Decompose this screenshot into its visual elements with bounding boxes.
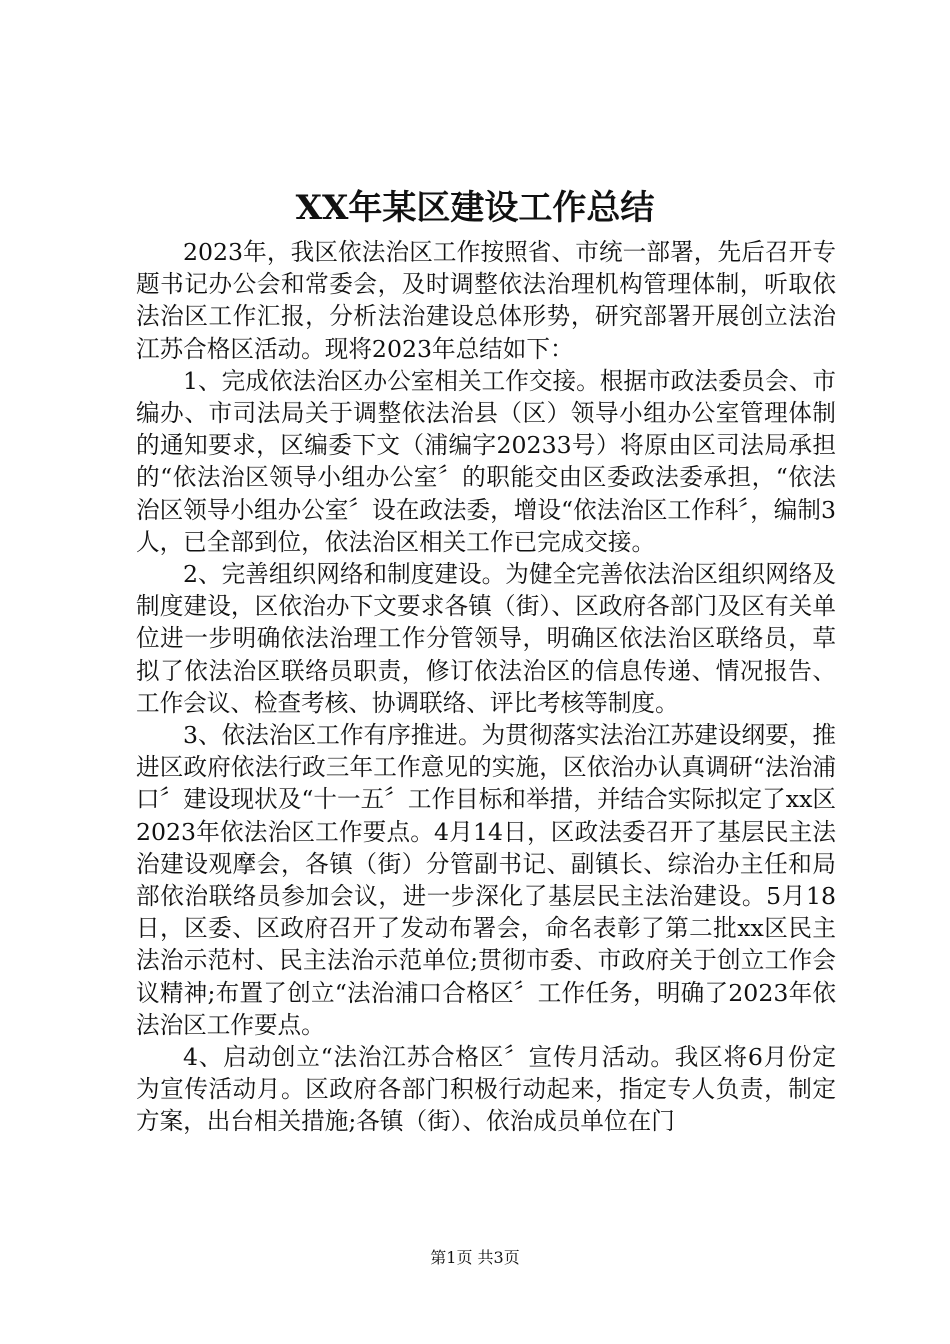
page-footer: 第1页 共3页 <box>430 1248 520 1267</box>
document-title: XX年某区建设工作总结 <box>295 188 655 228</box>
paragraph-item-3: 3、依法治区工作有序推进。为贯彻落实法治江苏建设纲要，推进区政府依法行政三年工作意见的实施，区依治办认真调研“法治浦口〞建设现状及“十一五〞工作目标和举措，并结合实际拟定了xx区2023年依法治区工作要点。4月14日，区政法委召开了基层民主法治建设观摩会，各镇（街）分管副书记、副镇长、综治办主任和局部依治联络员参加会议，进一步深化了基层民主法治建设。5月18日，区委、区政府召开了发动布署会，命名表彰了第二批xx区民主法治示范村、民主法治示范单位;贯彻市委、市政府关于创立工作会议精神;布置了创立“法治浦口合格区〞工作任务，明确了2023年依法治区工作要点。 <box>136 721 836 1039</box>
paragraph-item-1: 1、完成依法治区办公室相关工作交接。根据市政法委员会、市编办、市司法局关于调整依法治县（区）领导小组办公室管理体制的通知要求，区编委下文（浦编字20233号）将原由区司法局承担的“依法治区领导小组办公室〞的职能交由区委政法委承担，“依法治区领导小组办公室〞设在政法委，增设“依法治区工作科〞，编制3人，已全部到位，依法治区相关工作已完成交接。 <box>136 366 836 556</box>
paragraph-item-2: 2、完善组织网络和制度建设。为健全完善依法治区组织网络及制度建设，区依治办下文要求各镇（街）、区政府各部门及区有关单位进一步明确依法治理工作分管领导，明确区依法治区联络员，草拟了依法治区联络员职责，修订依法治区的信息传递、情况报告、工作会议、检查考核、协调联络、评比考核等制度。 <box>136 560 836 717</box>
paragraph-intro: 2023年，我区依法治区工作按照省、市统一部署，先后召开专题书记办公会和常委会，及时调整依法治理机构管理体制，听取依法治区工作汇报，分析法治建设总体形势，研究部署开展创立法治江苏合格区活动。现将2023年总结如下： <box>136 238 836 363</box>
document-body <box>136 236 836 1138</box>
paragraph-item-4: 4、启动创立“法治江苏合格区〞宣传月活动。我区将6月份定为宣传活动月。区政府各部门积极行动起来，指定专人负责，制定方案，出台相关措施;各镇（街）、依治成员单位在门 <box>136 1043 836 1136</box>
